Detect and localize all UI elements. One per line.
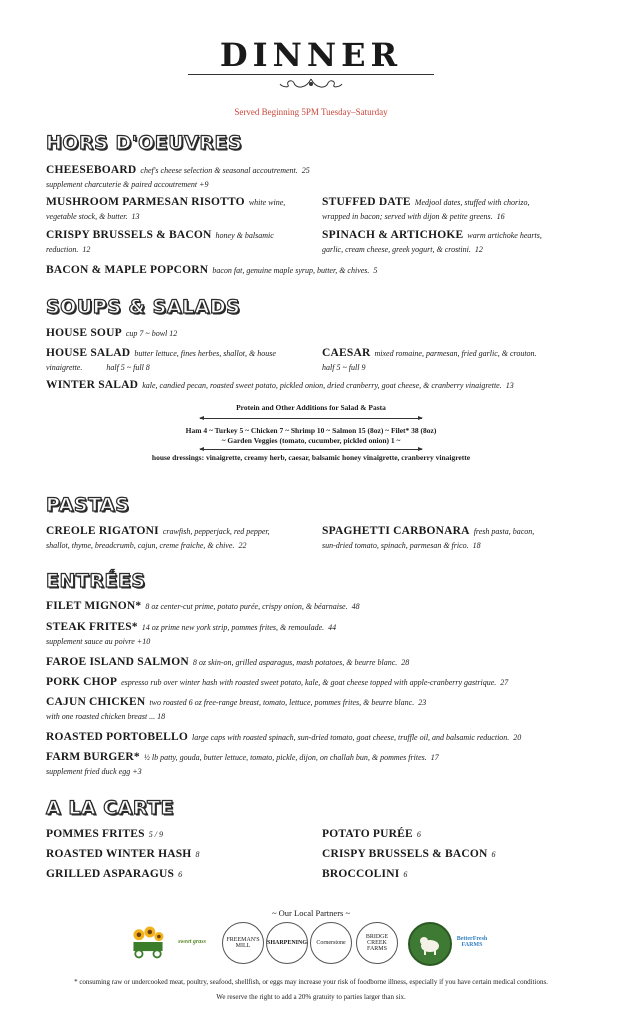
item-price: 13	[505, 381, 514, 390]
item-name: POMMES FRITES	[46, 828, 145, 840]
item-supplement: supplement sauce au poivre +10	[46, 637, 151, 646]
sunflower-cart-icon	[128, 922, 168, 962]
item-name: MUSHROOM PARMESAN RISOTTO	[46, 196, 245, 208]
item-name: CREOLE RIGATONI	[46, 525, 159, 537]
item-price: half 5 ~ full 9	[322, 363, 366, 372]
item-description: 8 oz center-cut prime, potato purée, crispy onion, & béarnaise.	[145, 602, 348, 611]
item-supplement: supplement charcuterie & paired accoutrement +9	[46, 180, 209, 189]
item-name: CAJUN CHICKEN	[46, 696, 146, 708]
item-name: HOUSE SALAD	[46, 347, 131, 359]
partner-logo-betterfresh-farms: BetterFresh FARMS	[452, 922, 492, 962]
item-description: espresso rub over winter hash with roasted sweet potato, kale, & goat cheese topped with apple-cranberry gastrique.	[121, 678, 497, 687]
item-description: two roasted 6 oz free-range breast, tomato, lettuce, pommes frites, & beurre blanc.	[149, 698, 415, 707]
item-price: 28	[401, 658, 410, 667]
item-name: SPINACH & ARTICHOKE	[322, 229, 464, 241]
item-description: crawfish, pepperjack, red pepper,	[162, 527, 270, 536]
partner-logo-freemans-mill: FREEMAN'S MILL	[222, 922, 264, 964]
partner-logo-bridge-creek-farms: BRIDGE CREEK FARMS	[356, 922, 398, 964]
menu-item-risotto-desc	[46, 209, 308, 225]
partner-logo-sharpening: SHARPENING	[266, 922, 308, 964]
item-price: 8	[195, 850, 200, 859]
item-price: 12	[474, 245, 483, 254]
item-name: ROASTED WINTER HASH	[46, 848, 192, 860]
item-name: CHEESEBOARD	[46, 164, 137, 176]
partner-logo-farm-seal	[408, 922, 452, 966]
menu-item-crispy-brussels-side	[322, 846, 586, 863]
item-price: 18	[472, 541, 481, 550]
item-name: STEAK FRITES*	[46, 621, 138, 633]
section-heading-pastas: PASTAS	[46, 494, 130, 516]
served-note: Served Beginning 5PM Tuesday–Saturday	[234, 107, 388, 117]
partner-logo-cornerstone: Cornerstone	[310, 922, 352, 964]
item-price: 20	[513, 733, 522, 742]
item-description: chef's cheese selection & seasonal accoutrement.	[140, 166, 298, 175]
additions-veggies: ~ Garden Veggies (tomato, cucumber, pickled onion) 1 ~	[221, 436, 401, 445]
menu-item-faroe-salmon	[46, 654, 586, 671]
item-price: 27	[500, 678, 509, 687]
item-price: 5	[373, 266, 378, 275]
item-description: honey & balsamic	[215, 231, 274, 240]
item-description: sun-dried tomato, spinach, parmesan & frico.	[322, 541, 469, 550]
item-name: GRILLED ASPARAGUS	[46, 868, 175, 880]
item-name: CRISPY BRUSSELS & BACON	[322, 848, 488, 860]
partners-heading: ~ Our Local Partners ~	[271, 908, 351, 918]
item-name: CRISPY BRUSSELS & BACON	[46, 229, 212, 241]
additions-list: Ham 4 ~ Turkey 5 ~ Chicken 7 ~ Shrimp 10 ~ Salmon 15 (8oz) ~ Filet* 38 (8oz)	[185, 426, 437, 435]
item-description: bacon fat, genuine maple syrup, butter, & chives.	[212, 266, 370, 275]
flourish-ornament	[276, 75, 346, 93]
item-description: fresh pasta, bacon,	[473, 527, 535, 536]
item-description: wrapped in bacon; served with dijon & petite greens.	[322, 212, 493, 221]
menu-item-stuffed-date-desc	[322, 209, 586, 225]
item-name: STUFFED DATE	[322, 196, 411, 208]
item-description: 8 oz skin-on, grilled asparagus, mash potatoes, & beurre blanc.	[192, 658, 398, 667]
item-price: 6	[416, 830, 421, 839]
partner-logo-wilhite-farms	[128, 922, 168, 962]
item-price: 6	[403, 870, 408, 879]
menu-item-popcorn	[46, 262, 586, 279]
item-price: 23	[418, 698, 427, 707]
item-price: 6	[178, 870, 183, 879]
menu-item-winter-hash	[46, 846, 308, 863]
menu-item-pommes-frites	[46, 826, 308, 843]
additions-arrow-bottom	[200, 449, 422, 450]
item-description: mixed romaine, parmesan, fried garlic, & crouton.	[374, 349, 537, 358]
item-price: 25	[301, 166, 310, 175]
item-description: 14 oz prime new york strip, pommes frites, & remoulade.	[141, 623, 325, 632]
partner-logo-sweet-grass: sweet grass	[172, 922, 212, 962]
food-safety-warning: * consuming raw or undercooked meat, poultry, seafood, shellfish, or eggs may increase your risk of foodborne illness, especially if you have certain medical conditions.	[74, 978, 548, 986]
item-price: 6	[491, 850, 496, 859]
item-supplement: supplement fried duck egg +3	[46, 767, 142, 776]
item-name: FAROE ISLAND SALMON	[46, 656, 189, 668]
item-description: reduction.	[46, 245, 79, 254]
item-price: 12	[82, 245, 91, 254]
menu-item-house-salad-desc	[46, 360, 308, 376]
page-title: DINNER	[219, 36, 403, 74]
item-description: large caps with roasted spinach, sun-dried tomato, goat cheese, truffle oil, and balsamic reduction.	[191, 733, 510, 742]
item-name: SPAGHETTI CARBONARA	[322, 525, 470, 537]
item-name: WINTER SALAD	[46, 379, 139, 391]
item-description: shallot, thyme, breadcrumb, cajun, creme fraiche, & chive.	[46, 541, 235, 550]
item-description: ½ lb patty, gouda, butter lettuce, tomato, pickle, dijon, on challah bun, & pommes frites.	[143, 753, 427, 762]
menu-item-grilled-asparagus	[46, 866, 308, 883]
item-name: CAESAR	[322, 347, 371, 359]
menu-item-carbonara-desc	[322, 538, 586, 554]
item-name: FILET MIGNON*	[46, 600, 142, 612]
item-name: FARM BURGER*	[46, 751, 140, 763]
cow-icon	[416, 930, 444, 958]
item-name: ROASTED PORTOBELLO	[46, 731, 188, 743]
item-name: POTATO PURÉE	[322, 828, 413, 840]
item-description: kale, candied pecan, roasted sweet potato, pickled onion, dried cranberry, goat cheese, & cranberry vinaigrette.	[142, 381, 502, 390]
item-price: 22	[238, 541, 247, 550]
item-description: Medjool dates, stuffed with chorizo,	[414, 198, 530, 207]
item-price: 17	[430, 753, 439, 762]
menu-item-winter-salad	[46, 377, 586, 394]
gratuity-note: We reserve the right to add a 20% gratuity to parties larger than six.	[216, 993, 406, 1001]
menu-item-filet-mignon	[46, 598, 586, 615]
item-price: half 5 ~ full 8	[106, 363, 150, 372]
item-name: HOUSE SOUP	[46, 327, 122, 339]
menu-item-roasted-portobello	[46, 729, 586, 746]
menu-item-broccolini	[322, 866, 586, 883]
item-price: 16	[496, 212, 505, 221]
additions-arrow-top	[200, 418, 422, 419]
item-price: 44	[328, 623, 337, 632]
section-heading-soups-salads: SOUPS & SALADS	[46, 296, 241, 318]
item-description: garlic, cream cheese, greek yogurt, & crostini.	[322, 245, 471, 254]
menu-item-spinach-artichoke-desc	[322, 242, 586, 258]
item-name: BACON & MAPLE POPCORN	[46, 264, 209, 276]
item-price: 5 / 9	[148, 830, 163, 839]
additions-title: Protein and Other Additions for Salad & Pasta	[236, 403, 386, 412]
item-description: butter lettuce, fines herbes, shallot, & house	[134, 349, 276, 358]
item-description: warm artichoke hearts,	[467, 231, 542, 240]
section-heading-entrees: ENTRÉES	[46, 570, 146, 592]
item-description: vegetable stock, & butter.	[46, 212, 128, 221]
menu-item-potato-puree	[322, 826, 586, 843]
item-price: 13	[131, 212, 140, 221]
menu-item-pork-chop	[46, 674, 586, 691]
house-dressings: house dressings: vinaigrette, creamy herb, caesar, balsamic honey vinaigrette, cranberry vinaigrette	[151, 453, 471, 462]
menu-item-creole-rigatoni-desc	[46, 538, 308, 554]
item-supplement: with one roasted chicken breast ... 18	[46, 712, 166, 721]
menu-item-brussels-desc	[46, 242, 308, 258]
item-description: cup 7 ~ bowl 12	[125, 329, 178, 338]
item-name: PORK CHOP	[46, 676, 118, 688]
item-description: white wine,	[248, 198, 286, 207]
menu-item-house-soup	[46, 325, 586, 342]
section-heading-hors-doeuvres: HORS D'OEUVRES	[46, 132, 243, 154]
item-name: BROCCOLINI	[322, 868, 400, 880]
section-heading-a-la-carte: A LA CARTE	[46, 797, 175, 819]
item-price: 48	[351, 602, 360, 611]
item-description: vinaigrette.	[46, 363, 83, 372]
